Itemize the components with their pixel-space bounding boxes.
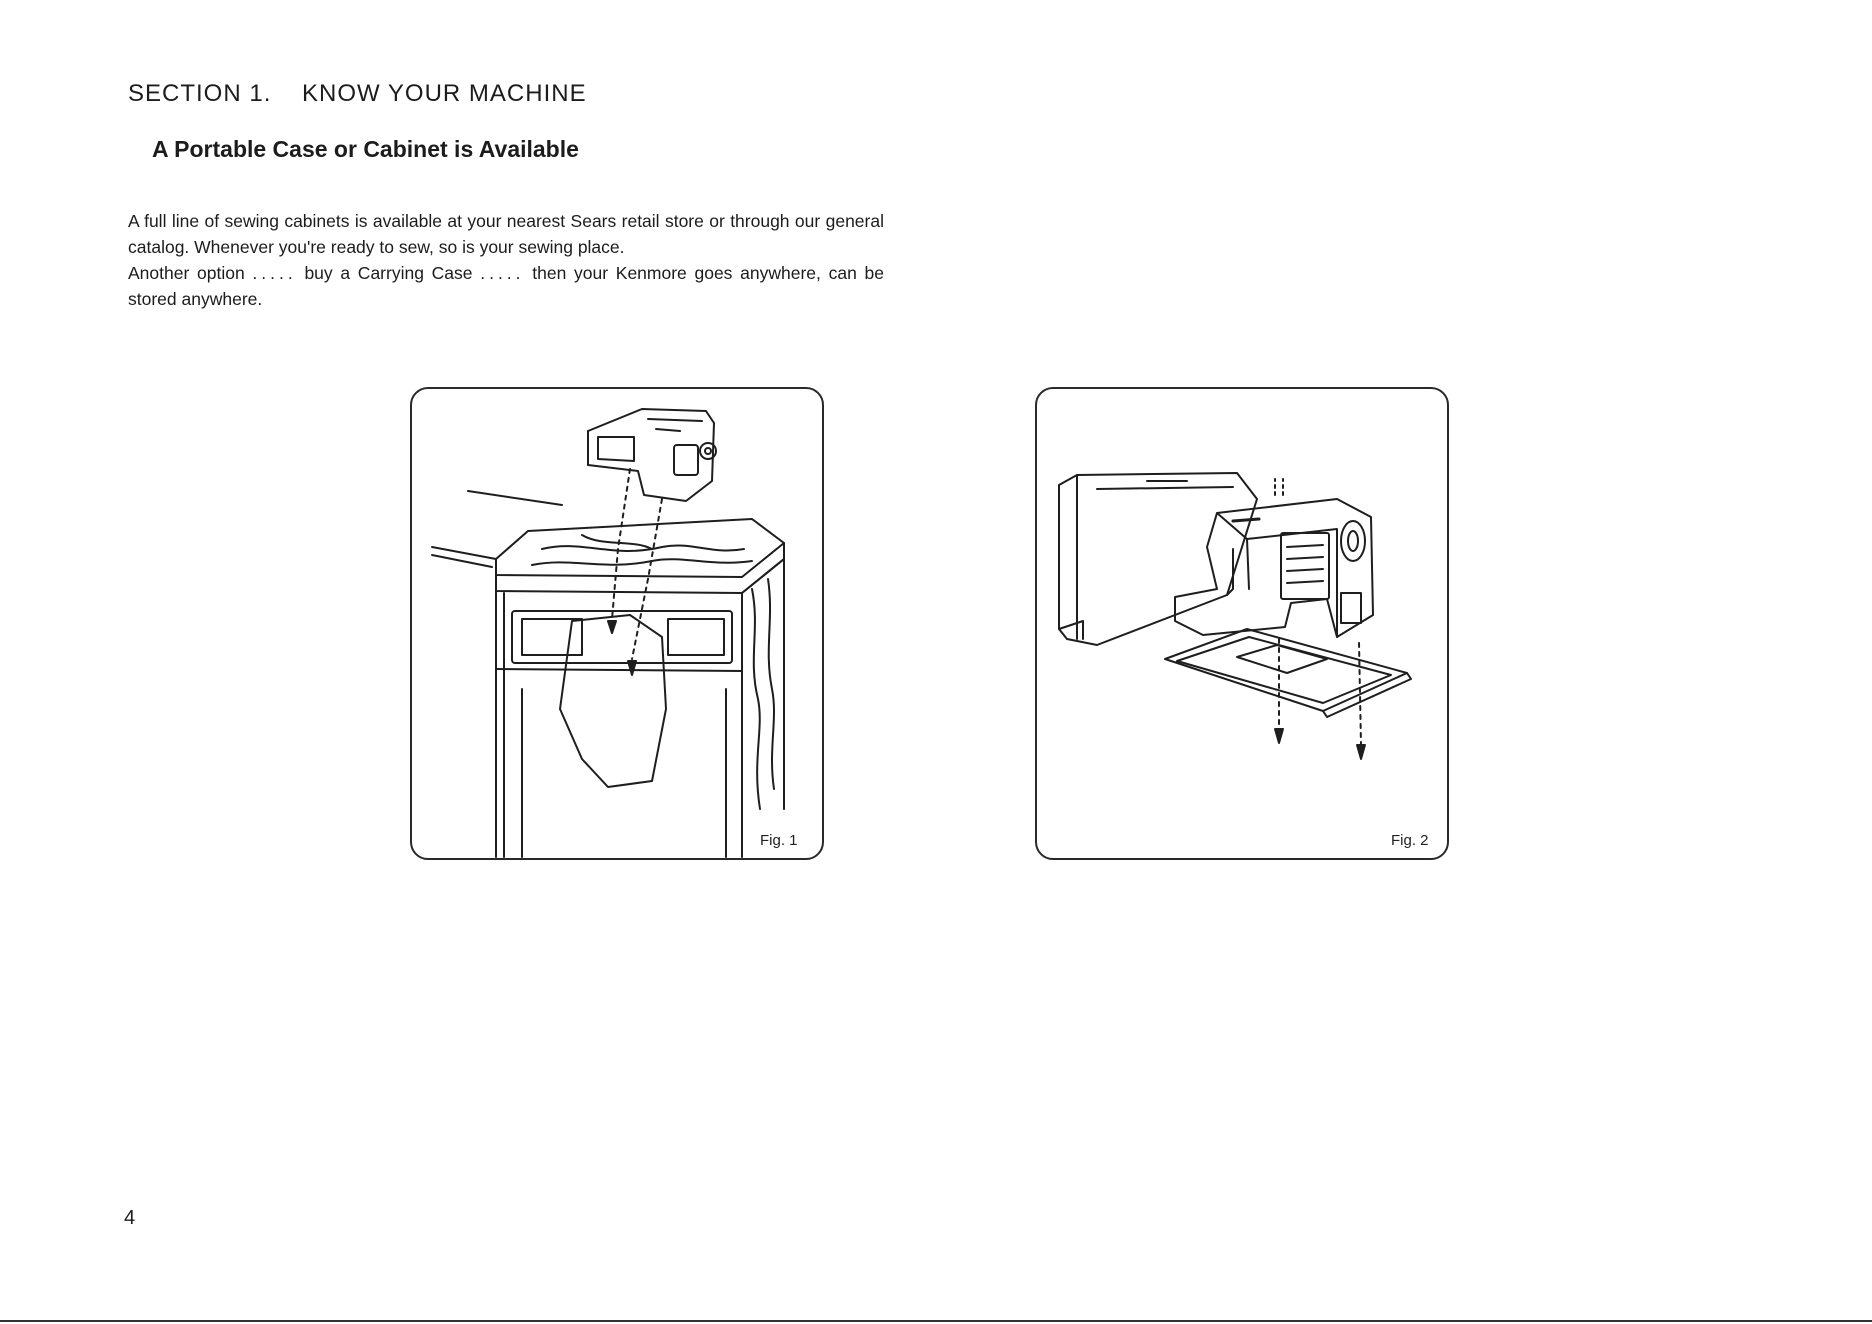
paragraph-cabinets: A full line of sewing cabinets is available at your nearest Sears retail store or through our general catalog. Whenever you're ready to sew, so is your sewing place. [128, 211, 884, 257]
section-title: SECTION 1. KNOW YOUR MACHINE [128, 80, 587, 107]
figure-1-cabinet [410, 387, 824, 860]
paragraph-carrying-case [128, 260, 884, 312]
figure-2-label: Fig. 2 [1391, 832, 1429, 849]
page-number: 4 [124, 1207, 136, 1229]
figure-2-carrying-case [1035, 387, 1449, 860]
section-subtitle: A Portable Case or Cabinet is Available [152, 136, 579, 162]
cabinet-illustration [412, 389, 822, 858]
body-text [128, 208, 884, 312]
carrying-case-text: buy a Carrying Case [304, 263, 473, 283]
kenmore-text: then your Kenmore goes anywhere, can be stored anywhere. [128, 263, 884, 309]
dot-leader: ..... [252, 263, 297, 283]
carrying-case-illustration [1037, 389, 1447, 858]
figure-1-label: Fig. 1 [760, 832, 798, 849]
option-intro: Another option [128, 263, 245, 283]
page-bottom-rule [0, 1320, 1872, 1322]
dot-leader: ..... [480, 263, 525, 283]
